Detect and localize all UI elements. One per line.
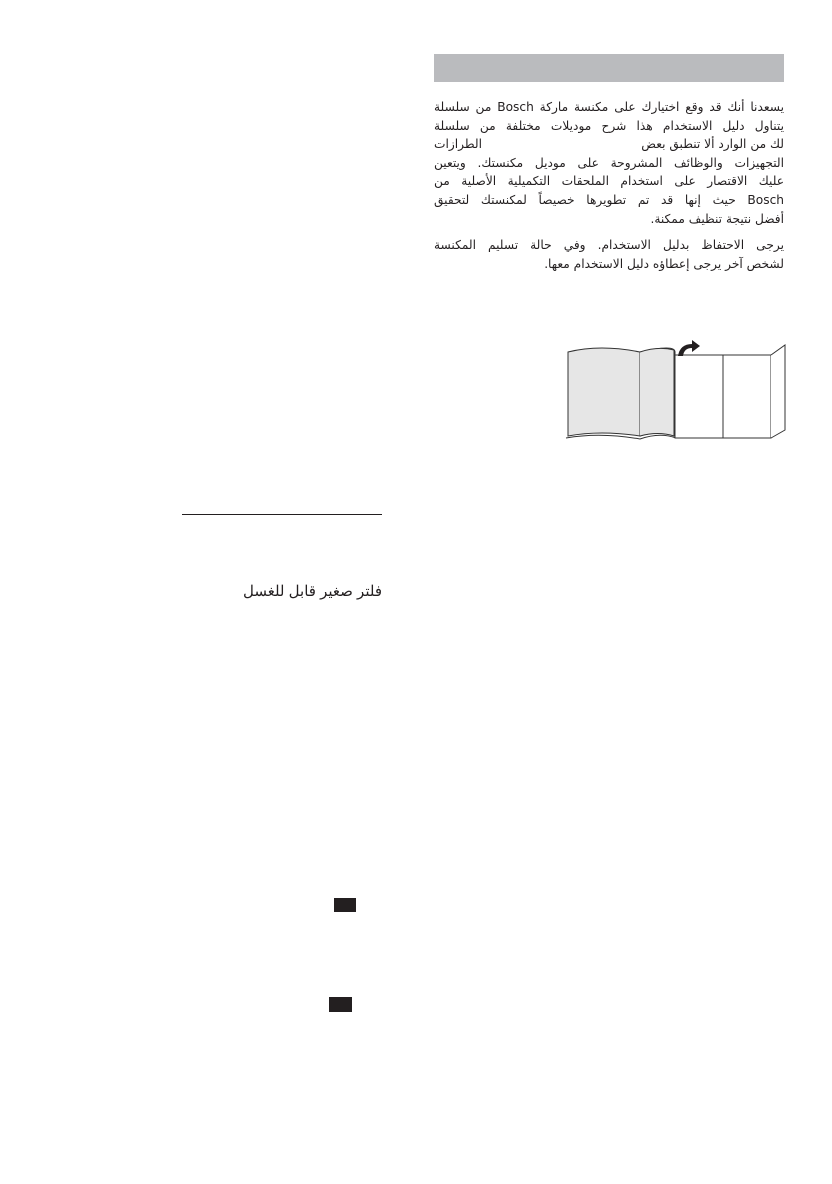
text-line: يسعدنا أنك قد وقع اختيارك على مكنسة ماركة Bosch من سلسلة (434, 100, 784, 114)
text-line: عليك الاقتصار على استخدام الملحقات التكميلية الأصلية من (434, 174, 784, 189)
text-line (434, 135, 784, 154)
arrow-icon (678, 340, 700, 356)
text-line: أفضل نتيجة تنظيف ممكنة. (650, 211, 784, 226)
section-header-bar (434, 54, 784, 82)
text-fragment: الطرازات (434, 137, 482, 152)
intro-paragraph-2 (434, 236, 784, 273)
section-subheading: فلتر صغير قابل للغسل (242, 583, 382, 600)
horizontal-rule (182, 514, 382, 515)
black-marker-box (334, 898, 356, 912)
text-fragment: لك من الوارد ألا تنطبق بعض (641, 137, 784, 152)
black-marker-box (329, 997, 352, 1012)
text-line: يتناول دليل الاستخدام هذا شرح موديلات مختلفة من سلسلة (434, 118, 784, 133)
foldout-manual-illustration (560, 340, 790, 440)
intro-paragraph-1 (434, 98, 784, 228)
text-line: التجهيزات والوظائف المشروحة على موديل مكنستك. ويتعين (434, 155, 784, 170)
text-line: لشخص آخر يرجى إعطاؤه دليل الاستخدام معها. (544, 256, 784, 271)
text-line: يرجى الاحتفاظ بدليل الاستخدام. وفي حالة تسليم المكنسة (434, 238, 784, 252)
text-line: Bosch حيث إنها قد تم تطويرها خصيصاً لمكنستك لتحقيق (434, 192, 784, 207)
